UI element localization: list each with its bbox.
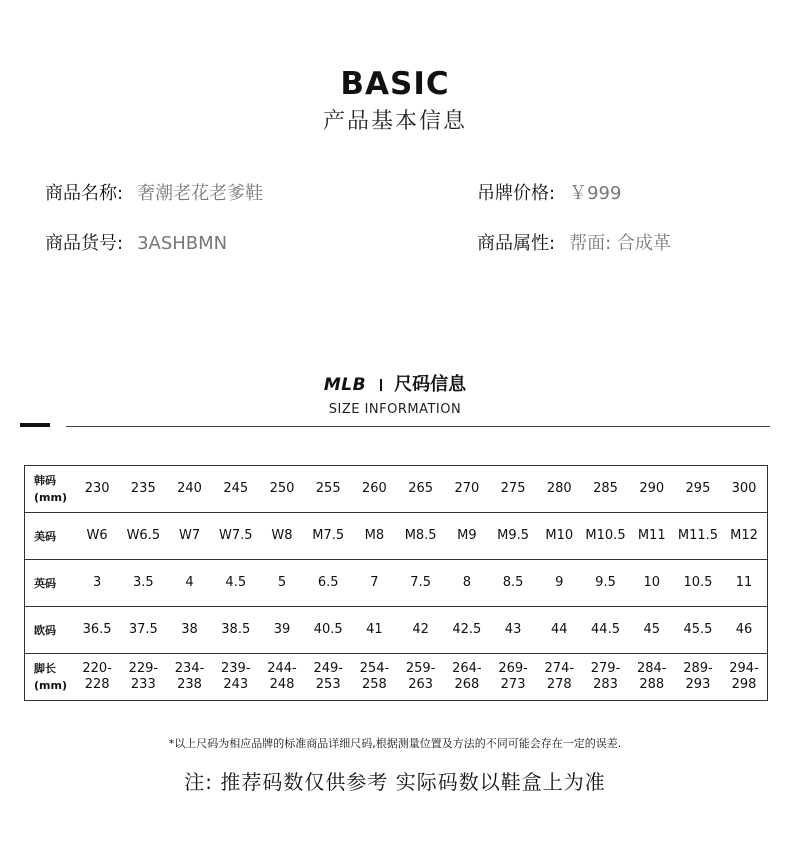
size-cell: 38.5 <box>213 607 259 654</box>
size-recommend-note: 注: 推荐码数仅供参考 实际码数以鞋盒上为准 <box>184 770 606 794</box>
size-cell: 10.5 <box>675 560 721 607</box>
size-cell: 229- 233 <box>120 654 166 701</box>
size-cell: 42.5 <box>444 607 490 654</box>
size-cell: 41 <box>351 607 397 654</box>
size-cell: 240 <box>166 466 212 513</box>
section-subtitle-basic: 产品基本信息 <box>322 109 467 134</box>
mlb-logo: MLB <box>323 375 367 395</box>
size-cell: 280 <box>536 466 582 513</box>
size-section-title <box>0 370 790 396</box>
size-cell: 5 <box>259 560 305 607</box>
product-sku-row <box>45 229 227 255</box>
size-row-label-line1: 英码 <box>34 576 56 590</box>
section-title-basic: BASIC <box>340 66 450 102</box>
size-cell: M12 <box>721 513 767 560</box>
size-cell: 289- 293 <box>675 654 721 701</box>
size-cell: 42 <box>398 607 444 654</box>
size-cell: 259- 263 <box>398 654 444 701</box>
size-cell: 275 <box>490 466 536 513</box>
size-cell: 245 <box>213 466 259 513</box>
size-section-title-cn: 尺码信息 <box>394 374 467 395</box>
product-sku-value: 3ASHBMN <box>137 233 228 254</box>
size-cell: 11 <box>721 560 767 607</box>
size-cell: 264- 268 <box>444 654 490 701</box>
size-cell: 284- 288 <box>629 654 675 701</box>
size-cell: 8 <box>444 560 490 607</box>
title-rule-line <box>66 426 770 427</box>
size-cell: M8 <box>351 513 397 560</box>
size-cell: 255 <box>305 466 351 513</box>
size-row-label-line1: 脚长 <box>34 662 56 675</box>
size-cell: 260 <box>351 466 397 513</box>
size-cell: 249- 253 <box>305 654 351 701</box>
size-cell: 45.5 <box>675 607 721 654</box>
size-cell: M9.5 <box>490 513 536 560</box>
size-row-label <box>25 654 75 701</box>
size-cell: 230 <box>74 466 120 513</box>
size-cell: 290 <box>629 466 675 513</box>
product-price-row <box>477 179 621 205</box>
size-cell: M8.5 <box>398 513 444 560</box>
product-price-value: ￥999 <box>569 183 622 204</box>
size-cell: 10 <box>629 560 675 607</box>
size-cell: 46 <box>721 607 767 654</box>
product-attr-label: 商品属性: <box>477 233 556 254</box>
size-row-label-line2: (mm) <box>34 491 67 504</box>
size-row-label <box>25 466 75 513</box>
product-name-label: 商品名称: <box>45 183 124 204</box>
size-cell: M11.5 <box>675 513 721 560</box>
product-name-value: 奢潮老花老爹鞋 <box>137 183 264 204</box>
size-table-row <box>25 654 768 701</box>
size-cell: 265 <box>398 466 444 513</box>
size-cell: 7.5 <box>398 560 444 607</box>
product-name-row <box>45 179 263 205</box>
size-cell: 269- 273 <box>490 654 536 701</box>
title-rule-accent <box>20 423 50 427</box>
size-cell: M9 <box>444 513 490 560</box>
size-cell: 3 <box>74 560 120 607</box>
size-table-row <box>25 513 768 560</box>
size-cell: 235 <box>120 466 166 513</box>
size-disclaimer-note: *以上尺码为相应品牌的标准商品详细尺码,根据测量位置及方法的不同可能会存在一定的误差. <box>168 737 622 750</box>
size-cell: M10 <box>536 513 582 560</box>
size-cell: 270 <box>444 466 490 513</box>
size-cell: 3.5 <box>120 560 166 607</box>
size-cell: 37.5 <box>120 607 166 654</box>
size-cell: 4 <box>166 560 212 607</box>
size-cell: W6.5 <box>120 513 166 560</box>
size-row-label-line1: 美码 <box>34 529 56 543</box>
size-cell: W8 <box>259 513 305 560</box>
title-divider-dot <box>380 379 382 391</box>
size-cell: 4.5 <box>213 560 259 607</box>
product-attr-value: 帮面: 合成革 <box>569 233 671 254</box>
product-price-label: 吊牌价格: <box>477 183 556 204</box>
size-table-row <box>25 466 768 513</box>
size-cell: M10.5 <box>582 513 628 560</box>
size-cell: 220- 228 <box>74 654 120 701</box>
product-sku-label: 商品货号: <box>45 233 124 254</box>
size-cell: 250 <box>259 466 305 513</box>
size-cell: W7.5 <box>213 513 259 560</box>
size-row-label-line1: 韩码 <box>34 474 56 487</box>
size-cell: 244- 248 <box>259 654 305 701</box>
size-cell: 36.5 <box>74 607 120 654</box>
size-cell: 7 <box>351 560 397 607</box>
size-row-label-line1: 欧码 <box>34 623 56 637</box>
size-table-row <box>25 560 768 607</box>
size-cell: 38 <box>166 607 212 654</box>
size-row-label <box>25 607 75 654</box>
size-cell: 44.5 <box>582 607 628 654</box>
size-cell: 285 <box>582 466 628 513</box>
size-cell: 9.5 <box>582 560 628 607</box>
size-row-label <box>25 513 75 560</box>
size-row-label <box>25 560 75 607</box>
size-cell: 43 <box>490 607 536 654</box>
size-cell: 40.5 <box>305 607 351 654</box>
size-cell: 294- 298 <box>721 654 767 701</box>
size-cell: 6.5 <box>305 560 351 607</box>
size-cell: W6 <box>74 513 120 560</box>
size-cell: 39 <box>259 607 305 654</box>
size-cell: 274- 278 <box>536 654 582 701</box>
size-cell: 300 <box>721 466 767 513</box>
size-table-row <box>25 607 768 654</box>
size-chart-table <box>24 465 768 701</box>
size-cell: 279- 283 <box>582 654 628 701</box>
size-cell: 254- 258 <box>351 654 397 701</box>
size-cell: M7.5 <box>305 513 351 560</box>
size-cell: 234- 238 <box>166 654 212 701</box>
size-cell: 9 <box>536 560 582 607</box>
size-cell: 45 <box>629 607 675 654</box>
size-cell: 239- 243 <box>213 654 259 701</box>
size-cell: M11 <box>629 513 675 560</box>
size-cell: 8.5 <box>490 560 536 607</box>
size-section-subtitle: SIZE INFORMATION <box>328 402 462 417</box>
size-cell: W7 <box>166 513 212 560</box>
size-row-label-line2: (mm) <box>34 679 67 692</box>
size-cell: 44 <box>536 607 582 654</box>
size-cell: 295 <box>675 466 721 513</box>
product-attr-row <box>477 229 671 255</box>
